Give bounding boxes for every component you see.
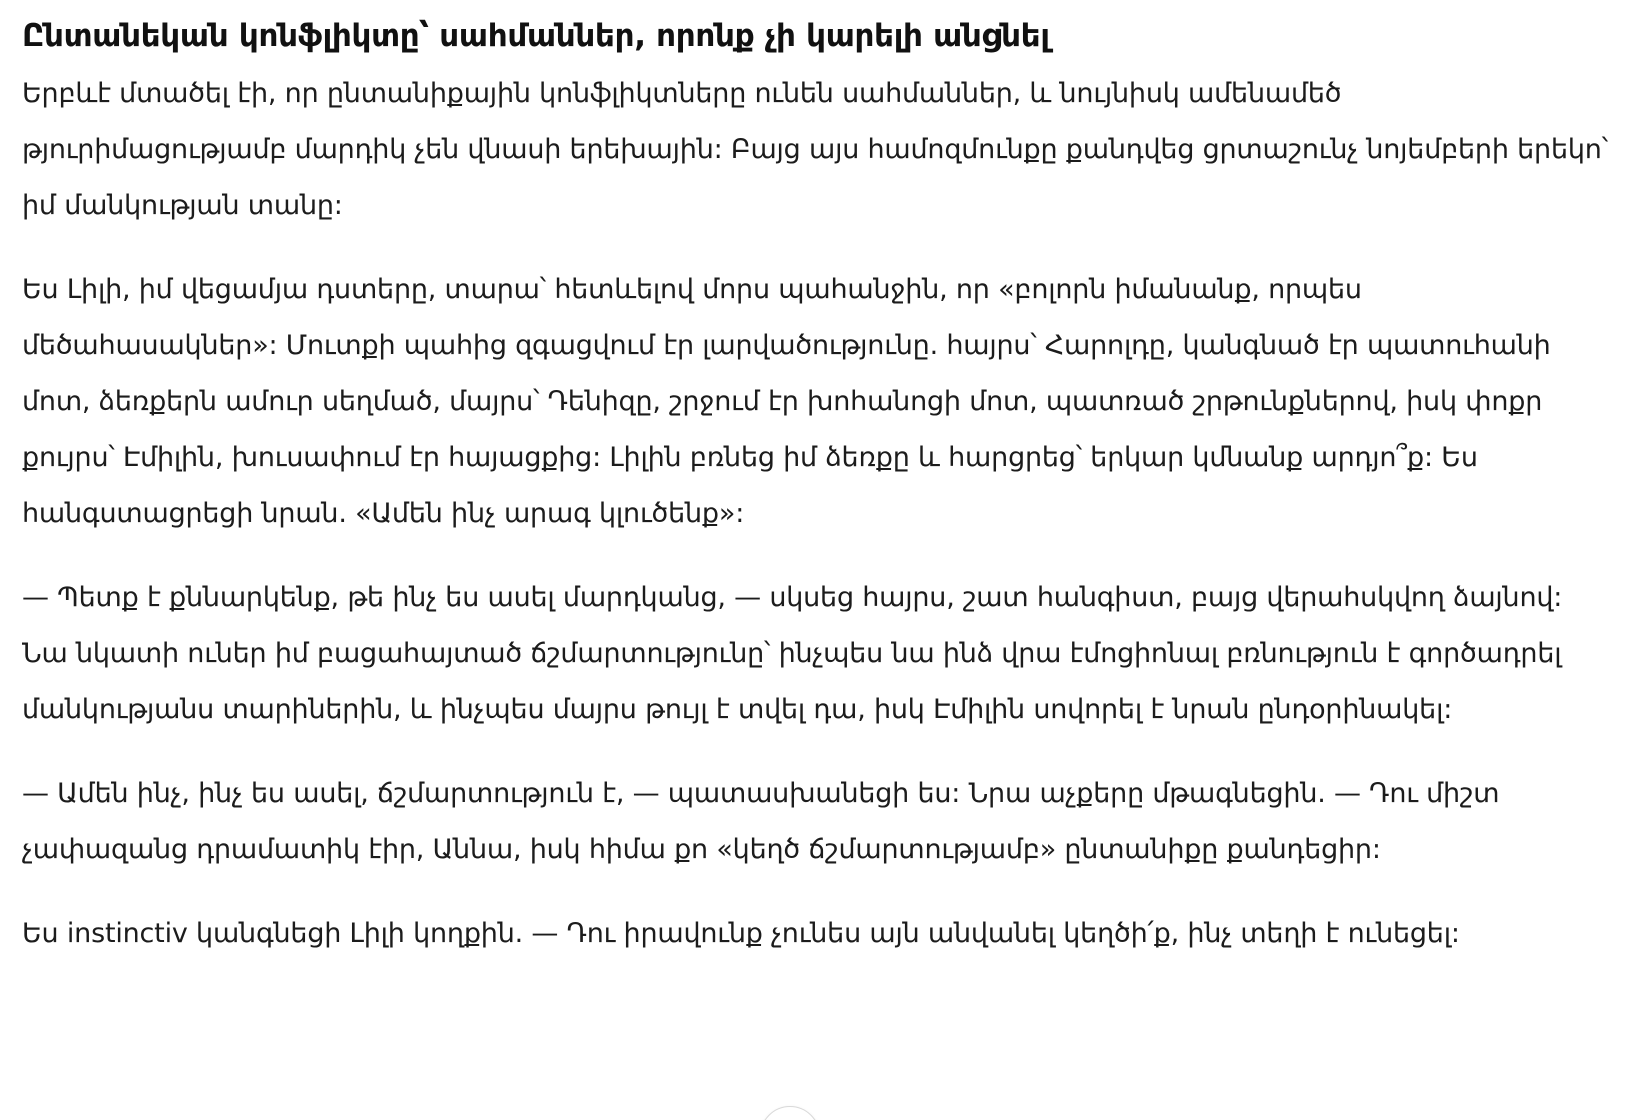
scroll-down-button[interactable] (760, 1106, 820, 1120)
article-paragraph: — Ամեն ինչ, ինչ ես ասել, ճշմարտություն է, — պատասխանեցի ես: Նրա աչքերը մթագնեցին. — Դու միշտ չափազանց դրամատիկ էիր, Աննա, իսկ հիմա քո «կեղծ ճշմարտությամբ» ընտանիքը քանդեցիր: (22, 778, 1500, 865)
article-title: Ընտանեկան կոնֆլիկտը՝ սահմաններ, որոնք չի կարելի անցնել (22, 18, 1050, 54)
article-paragraph: Ես Լիլի, իմ վեցամյա դստերը, տարա՝ հետևելով մորս պահանջին, որ «բոլորն իմանանք, որպես մեծահասակներ»: Մուտքի պահից զգացվում էր լարվածությունը. հայրս՝ Հարոլդը, կանգնած էր պատուհանի մոտ, ձեռքերն ամուր սեղմած, մայրս՝ Դենիզը, շրջում էր խոհանոցի մոտ, պատռած շրթունքներով, իսկ փոքր քույրս՝ Էմիլին, խուսափում էր հայացքից: Լիլին բռնեց իմ ձեռքը և հարցրեց՝ երկար կմնանք արդյո՞ք: Ես հանգստացրեցի նրան. «Ամեն ինչ արագ կլուծենք»: (22, 274, 1551, 529)
article-paragraph: — Պետք է քննարկենք, թե ինչ ես ասել մարդկանց, — սկսեց հայրս, շատ հանգիստ, բայց վերահսկվող ձայնով: Նա նկատի ուներ իմ բացահայտած ճշմարտությունը՝ ինչպես նա ինձ վրա էմոցիոնալ բռնություն է գործադրել մանկությանս տարիներին, և ինչպես մայրս թույլ է տվել դա, իսկ Էմիլին սովորել է նրան ընդօրինակել: (22, 582, 1563, 725)
article (22, 14, 1612, 990)
article-paragraph: Ես instinctiv կանգնեցի Լիլի կողքին. — Դու իրավունք չունես այն անվանել կեղծի՛ք, ինչ տեղի է ունեցել: (22, 918, 1460, 949)
article-paragraph: Երբևէ մտածել էի, որ ընտանիքային կոնֆլիկտները ունեն սահմաններ, և նույնիսկ ամենամեծ թյուրիմացությամբ մարդիկ չեն վնասի երեխային: Բայց այս համոզմունքը քանդվեց ցրտաշունչ նոյեմբերի երեկո՝ իմ մանկության տանը: (22, 78, 1608, 221)
